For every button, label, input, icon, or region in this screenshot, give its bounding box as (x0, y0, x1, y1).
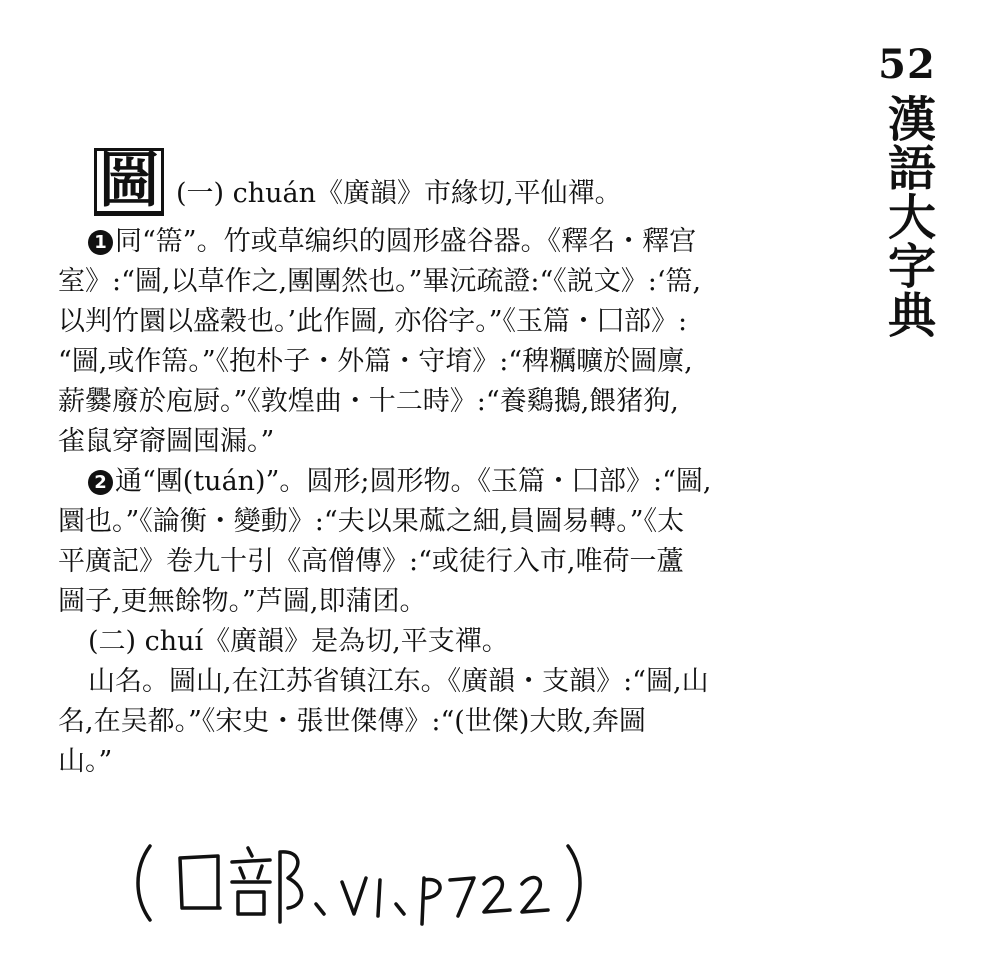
sense-2-line: 圌子,更無餘物。”芦圌,即蒲团。 (58, 586, 427, 617)
sense-1-line: 1 同“篅”。竹或草编织的圆形盛谷器。《釋名・釋宫 (58, 222, 828, 262)
page-header (872, 38, 942, 339)
reading-1: (一) chuán《廣韻》市緣切,平仙禪。 (176, 178, 622, 209)
sense-number-badge: 2 (88, 470, 113, 495)
sense-1-line: 雀鼠穿窬圌囤漏。” (58, 426, 275, 457)
sense-2-line: 圜也。”《論衡・變動》:“夫以果蓏之細,員圌易轉。”《太 (58, 506, 685, 537)
sense-1-line: 以判竹圜以盛穀也。’此作圌, 亦俗字。”《玉篇・囗部》: (58, 306, 688, 337)
sense-2-line: 平廣記》卷九十引《高僧傳》:“或徒行入市,唯荷一蘆 (58, 546, 684, 577)
book-title: 漢語大字典 (879, 94, 936, 339)
sense-3-line: 名,在吴都。”《宋史・張世傑傳》:“(世傑)大敗,奔圌 (58, 706, 646, 737)
sense-3-line: 山。” (58, 746, 113, 777)
sense-number-badge: 1 (88, 230, 113, 255)
sense-1-line: “圌,或作篅。”《抱朴子・外篇・守堉》:“稗糲曠於圌廪, (58, 346, 693, 377)
sense-1-line: 薪爨廢於庖厨。”《敦煌曲・十二時》:“養鷄鵝,餵猪狗, (58, 386, 679, 417)
handwritten-note-drawing (128, 838, 628, 928)
reading-2: (二) chuí《廣韻》是為切,平支禪。 (88, 626, 509, 657)
page-number: 52 (878, 41, 936, 88)
entry-heading (58, 146, 828, 216)
sense-1-line: 室》:“圌,以草作之,團團然也。”畢沅疏證:“《説文》:‘篅, (58, 266, 702, 297)
handwritten-note (128, 838, 628, 928)
dictionary-entry (58, 146, 828, 782)
sense-2-line: 2 通“團(tuán)”。圆形;圆形物。《玉篇・囗部》:“圌, (58, 462, 828, 502)
sense-3-line: 山名。圌山,在江苏省镇江东。《廣韻・支韻》:“圌,山 (88, 666, 709, 697)
headword: 圌 (94, 148, 164, 216)
